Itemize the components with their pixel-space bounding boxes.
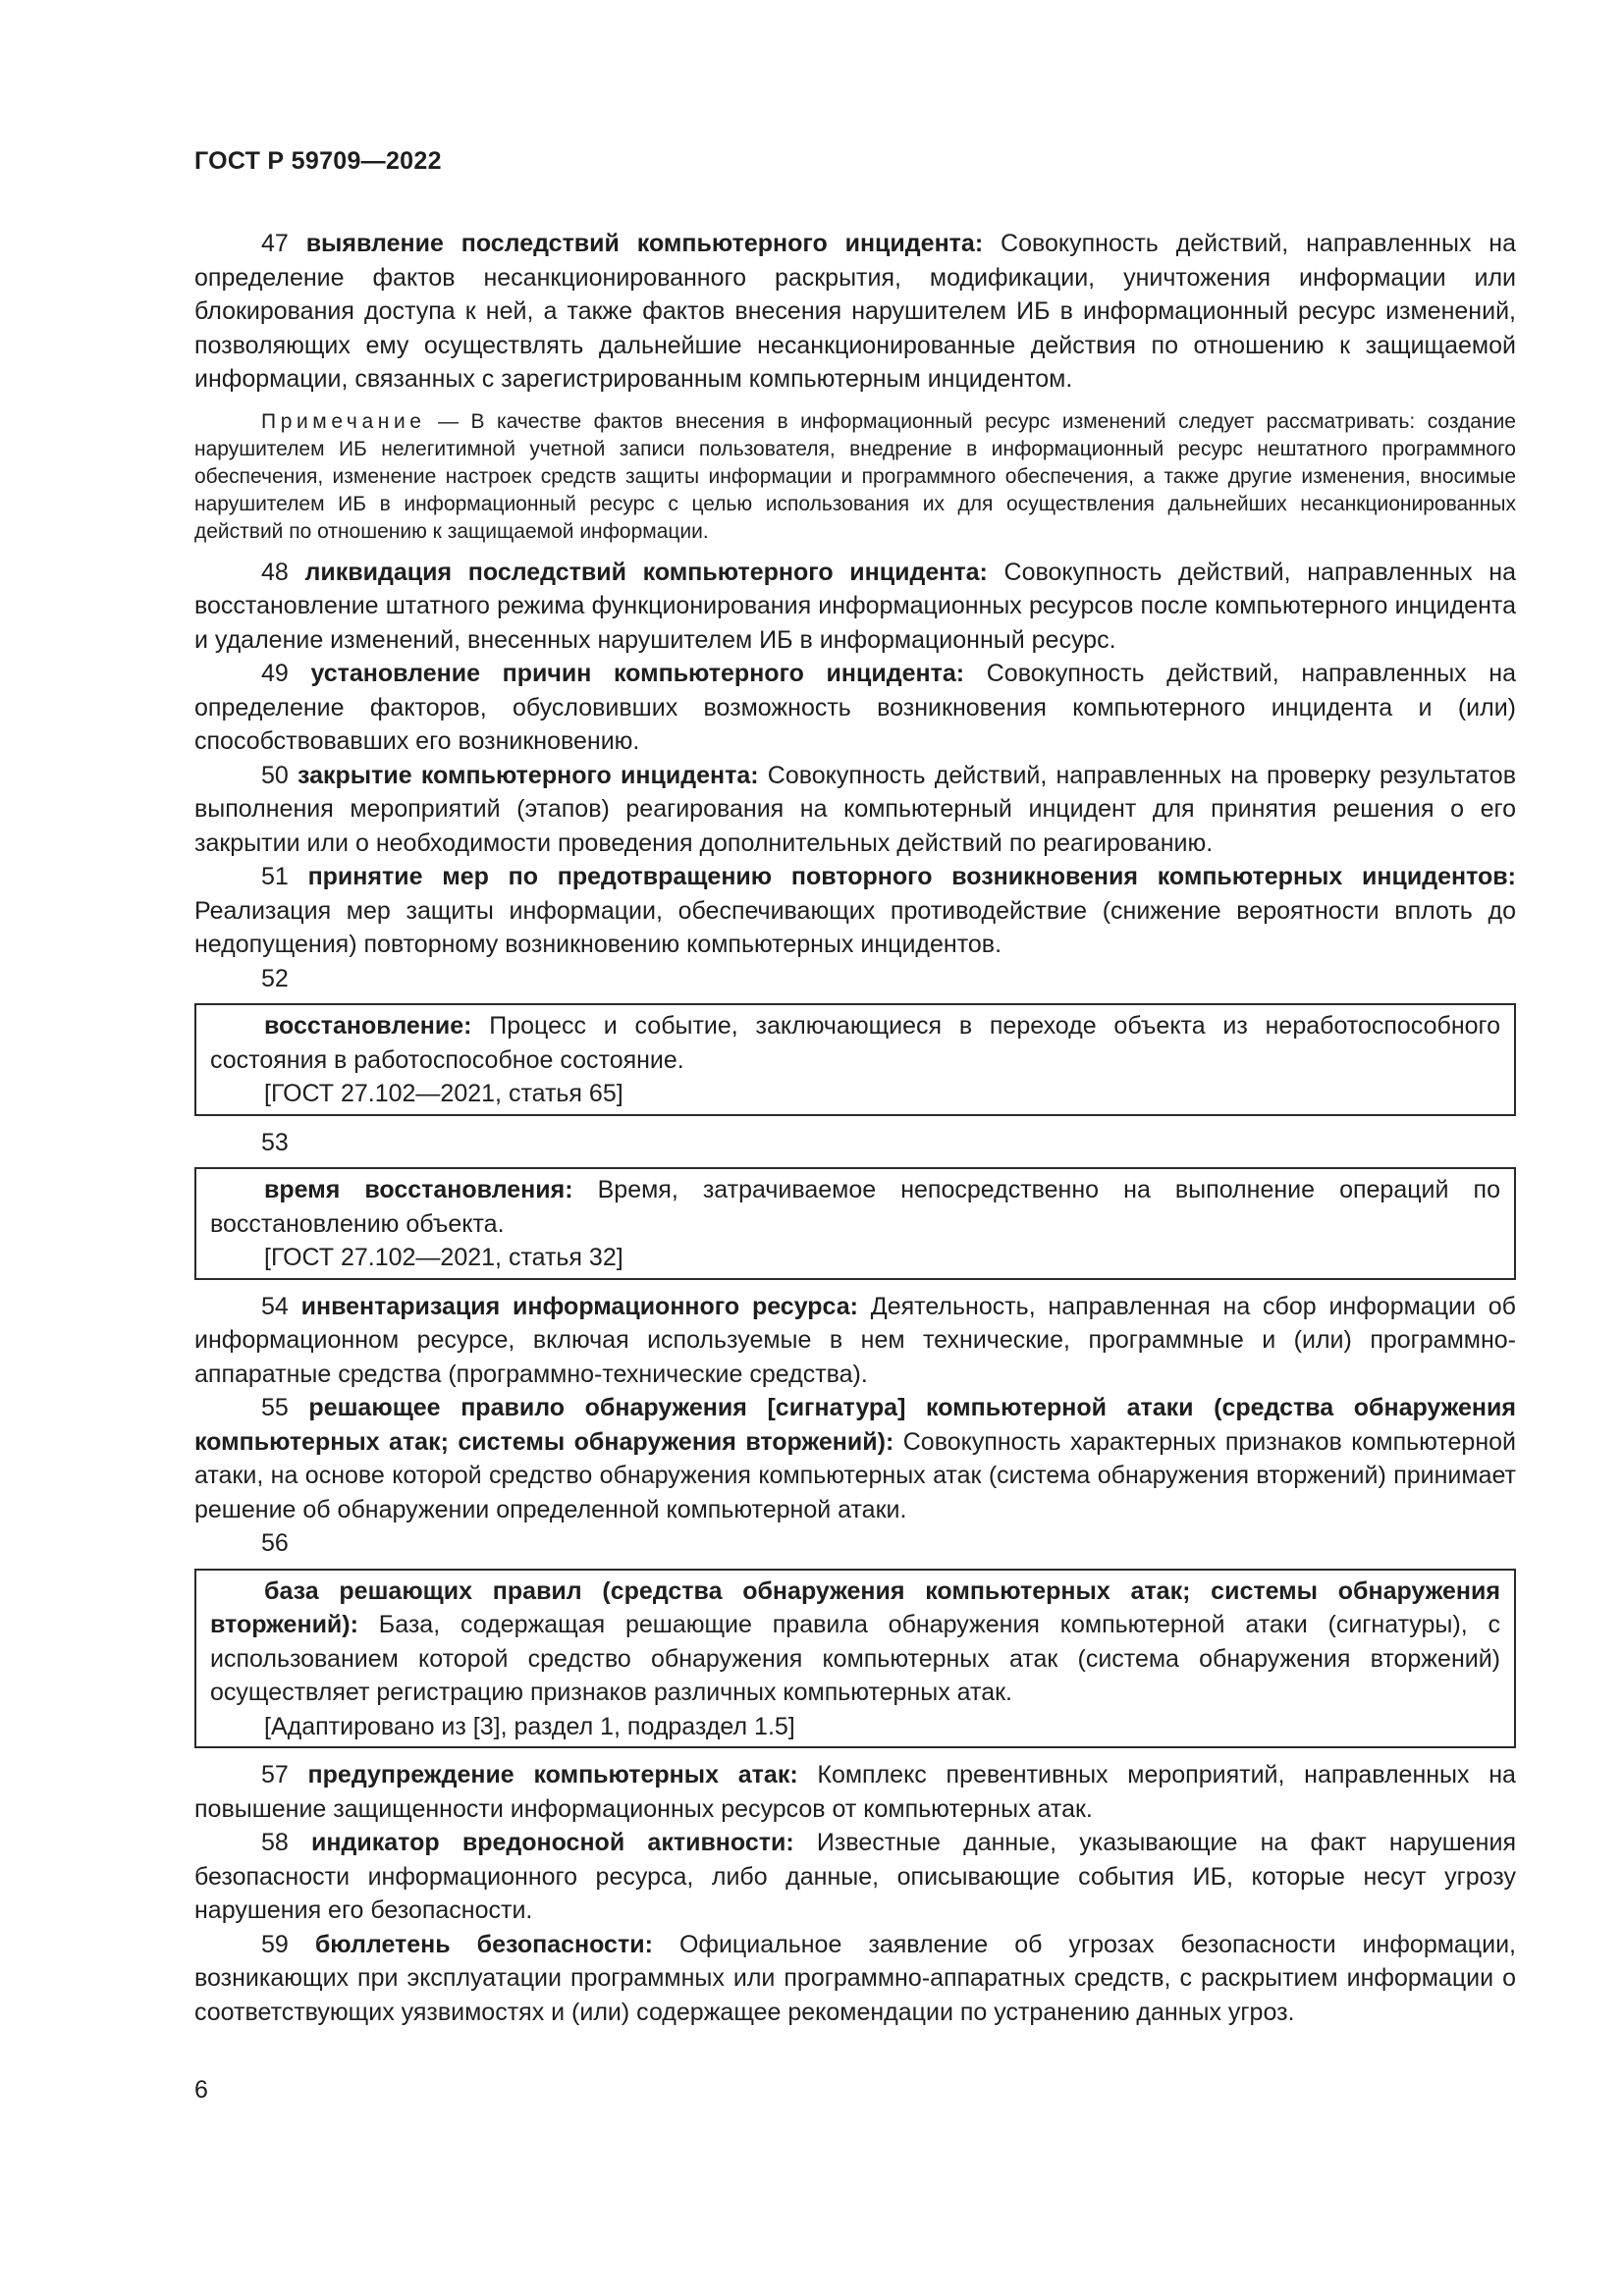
term-number: 58: [261, 1829, 289, 1856]
term-55: [194, 1391, 1516, 1526]
term-title: инвентаризация информационного ресурса:: [300, 1292, 858, 1320]
term-title: бюллетень безопасности:: [314, 1930, 653, 1958]
term-source: [ГОСТ 27.102—2021, статья 32]: [264, 1244, 623, 1271]
term-title: база решающих правил (средства обнаружения компьютерных атак; системы обнаружения вторжений):: [210, 1576, 1500, 1638]
term-definition: Деятельность, направленная на сбор информации об информационном ресурсе, включая используемые в нем технические, программные и (или) программно-аппаратные средства (программно-технические средства).: [194, 1292, 1516, 1388]
term-52: [210, 1009, 1500, 1077]
term-definition: Реализация мер защиты информации, обеспечивающих противодействие (снижение вероятности вплоть до недопущения) повторному возникновению компьютерных инцидентов.: [194, 896, 1516, 958]
term-definition: Процесс и событие, заключающиеся в переходе объекта из неработоспособного состояния в работоспособное состояние.: [210, 1012, 1500, 1074]
term-number: 59: [261, 1930, 289, 1958]
term-source: [Адаптировано из [3], раздел 1, подраздел 1.5]: [264, 1712, 795, 1740]
term-number: 54: [261, 1292, 289, 1320]
term-53: [210, 1173, 1500, 1241]
term-title: предупреждение компьютерных атак:: [307, 1761, 798, 1789]
document-header: ГОСТ Р 59709—2022: [194, 147, 442, 175]
term-56: [210, 1575, 1500, 1710]
term-51: [194, 860, 1516, 962]
term-title: выявление последствий компьютерного инцидента:: [305, 230, 984, 257]
term-definition: Совокупность действий, направленных на определение фактов несанкционированного раскрытия, модификации, уничтожения информации или блокирования доступа к ней, а также фактов внесения нарушителем ИБ в информационный ресурс изменений, позволяющих ему осуществлять дальнейшие несанкционированные действия по отношению к защищаемой информации, связанных с зарегистрированным компьютерным инцидентом.: [194, 230, 1517, 393]
term-53-box: [194, 1167, 1516, 1280]
term-title: принятие мер по предотвращению повторного возникновения компьютерных инцидентов:: [307, 863, 1516, 890]
term-definition: Совокупность действий, направленных на определение факторов, обусловивших возможность возникновения компьютерного инцидента и (или) способствовавших его возникновению.: [194, 660, 1517, 755]
term-47: [194, 227, 1516, 397]
term-source: [ГОСТ 27.102—2021, статья 65]: [264, 1080, 623, 1107]
term-58: [194, 1826, 1516, 1928]
term-title: время восстановления:: [264, 1176, 573, 1203]
term-definition: Совокупность характерных признаков компьютерной атаки, на основе которой средство обнаружения компьютерных атак (система обнаружения вторжений) принимает решение об обнаружении определенной компьютерной атаки.: [194, 1427, 1516, 1523]
term-52-box: [194, 1003, 1516, 1116]
term-number: 55: [261, 1394, 289, 1421]
term-number: 51: [261, 863, 289, 890]
term-number: 48: [261, 558, 289, 586]
term-number: 57: [261, 1761, 289, 1789]
term-57: [194, 1758, 1516, 1826]
note: [194, 408, 1516, 546]
term-title: установление причин компьютерного инцидента:: [310, 660, 965, 687]
term-59: [194, 1928, 1516, 2030]
document-body: [194, 227, 1516, 2029]
term-number: 50: [261, 761, 289, 789]
term-48: [194, 556, 1516, 658]
note-text: — В качестве фактов внесения в информационный ресурс изменений следует рассматривать: создание нарушителем ИБ нелегитимной учетной записи пользователя, внедрение в информационный ресурс нештатного программного обеспечения, изменение настроек средств защиты информации и программного обеспечения, а также другие изменения, вносимые нарушителем ИБ в информационный ресурс с целью использования их для осуществления дальнейших несанкционированных действий по отношению к защищаемой информации.: [194, 409, 1516, 543]
term-number: 53: [261, 1128, 289, 1156]
term-56-box: [194, 1569, 1516, 1749]
term-definition: Совокупность действий, направленных на проверку результатов выполнения мероприятий (этапов) реагирования на компьютерный инцидент для принятия решения о его закрытии или о необходимости проведения дополнительных действий по реагированию.: [194, 761, 1516, 857]
term-definition: Время, затрачиваемое непосредственно на выполнение операций по восстановлению объекта.: [210, 1176, 1500, 1238]
term-number: 56: [261, 1529, 289, 1557]
term-number: 52: [261, 964, 289, 992]
term-number: 49: [261, 660, 289, 687]
term-title: закрытие компьютерного инцидента:: [298, 761, 759, 789]
term-title: индикатор вредоносной активности:: [311, 1829, 794, 1856]
term-definition: База, содержащая решающие правила обнаружения компьютерной атаки (сигнатуры), с использованием которой средство обнаружения компьютерных атак (система обнаружения вторжений) осуществляет регистрацию признаков различных компьютерных атак.: [210, 1611, 1500, 1706]
term-definition: Комплекс превентивных мероприятий, направленных на повышение защищенности информационных ресурсов от компьютерных атак.: [194, 1761, 1516, 1823]
term-title: решающее правило обнаружения [сигнатура] компьютерной атаки (средства обнаружения компьютерных атак; системы обнаружения вторжений):: [194, 1394, 1516, 1456]
term-title: ликвидация последствий компьютерного инцидента:: [304, 558, 988, 586]
term-definition: Известные данные, указывающие на факт нарушения безопасности информационного ресурса, либо данные, описывающие события ИБ, которые несут угрозу нарушения его безопасности.: [194, 1829, 1516, 1924]
term-number: 47: [261, 230, 289, 257]
note-label: Примечание: [261, 409, 426, 433]
term-54: [194, 1290, 1516, 1392]
term-title: восстановление:: [264, 1012, 472, 1040]
term-definition: Совокупность действий, направленных на восстановление штатного режима функционирования информационных ресурсов после компьютерного инцидента и удаление изменений, внесенных нарушителем ИБ в информационный ресурс.: [194, 558, 1517, 654]
term-49: [194, 657, 1516, 759]
term-50: [194, 759, 1516, 861]
page-number: 6: [194, 2076, 208, 2104]
term-definition: Официальное заявление об угрозах безопасности информации, возникающих при эксплуатации программных или программно-аппаратных средств, с раскрытием информации о соответствующих уязвимостях и (или) содержащее рекомендации по устранению данных угроз.: [194, 1930, 1517, 2026]
